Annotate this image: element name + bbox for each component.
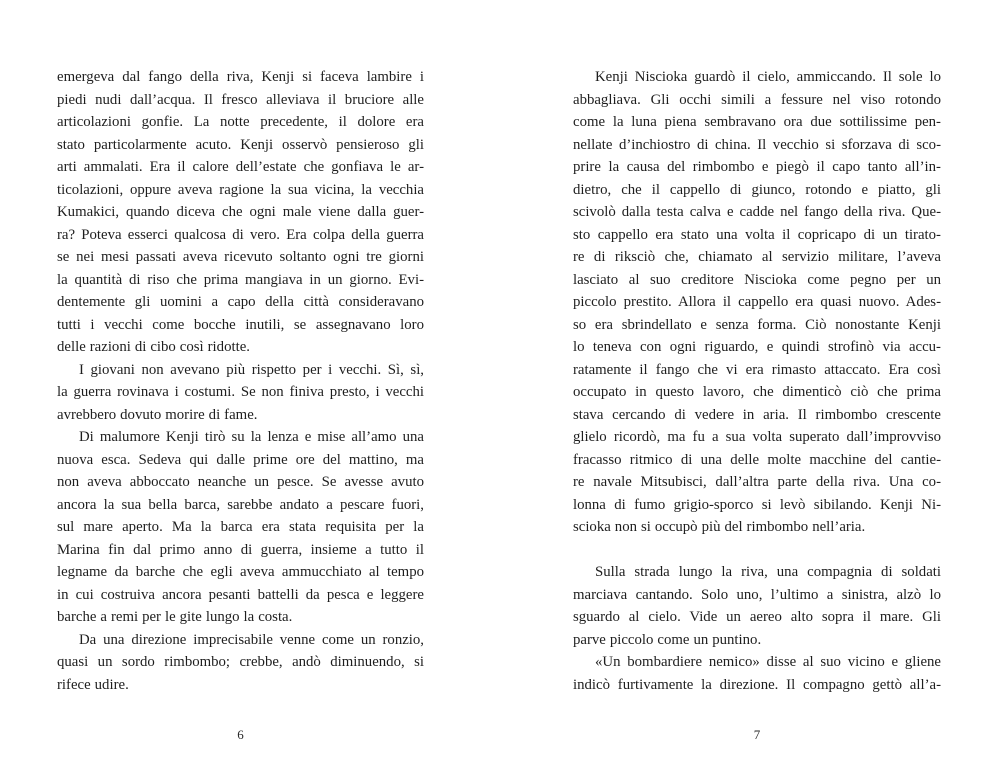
text-line: se nei mesi passati aveva ricevuto soltanto ogni tre giorni bbox=[57, 249, 424, 265]
text-line: ra? Poteva esserci qualcosa di vero. Era colpa della guerra bbox=[57, 226, 424, 243]
text-line: lo teneva con ogni riguardo, e quindi strofinò via accu- bbox=[573, 339, 941, 355]
text-line: occupato in questo lavoro, che dimenticò ciò che prima bbox=[573, 384, 941, 400]
text-line: Marina fin dal primo anno di guerra, insieme a tutto il bbox=[57, 541, 424, 558]
text-line: «Un bombardiere nemico» disse al suo vicino e gliene bbox=[595, 654, 941, 670]
text-line: piedi nudi dall’acqua. Il fresco alleviava il bruciore alle bbox=[57, 91, 424, 108]
text-line: lonna di fumo grigio-sporco si levò sibilando. Kenji Ni- bbox=[573, 496, 941, 513]
text-line: scivolò dalla testa calva e cadde nel fango della riva. Que- bbox=[573, 204, 941, 220]
text-line: Sulla strada lungo la riva, una compagnia di soldati bbox=[595, 564, 941, 580]
text-line: stato particolarmente acuto. Kenji osservò pensieroso gli bbox=[57, 136, 424, 153]
text-line: Da una direzione imprecisabile venne come un ronzio, bbox=[79, 631, 424, 648]
right-page-number: 7 bbox=[753, 727, 761, 742]
text-line: non aveva abboccato neanche un pesce. Se avesse avuto bbox=[57, 474, 424, 490]
text-line: so era sbrindellato e senza forma. Ciò nonostante Kenji bbox=[573, 316, 941, 333]
text-line: ancora la sua bella barca, sarebbe andato a pescare fuori, bbox=[57, 496, 424, 513]
text-line: la guerra rovinava i costumi. Se non finiva presto, i vecchi bbox=[57, 384, 424, 400]
text-line: ratamente il fango che vi era rimasto attaccato. Era così bbox=[573, 361, 941, 378]
text-line: delle razioni di cibo così ridotte. bbox=[57, 339, 250, 355]
text-line: rifece udire. bbox=[57, 676, 129, 693]
text-line: re navale Mitsubisci, dall’altra parte della riva. Una co- bbox=[573, 474, 941, 490]
text-line: re di riksciò che, chiamato al servizio militare, l’aveva bbox=[573, 249, 941, 265]
text-line: dentemente gli uomini a capo della città consideravano bbox=[57, 294, 424, 310]
text-line: marciava cantando. Solo uno, l’ultimo a sinistra, alzò lo bbox=[573, 586, 941, 603]
paragraph bbox=[57, 629, 424, 697]
text-line: sguardo al cielo. Vide un aereo alto sopra il mare. Gli bbox=[573, 609, 941, 625]
text-line: ticolazioni, oppure aveva ragione la sua vicina, la vecchia bbox=[57, 181, 424, 198]
text-line: sul mare aperto. Ma la barca era stata requisita per la bbox=[57, 519, 424, 535]
text-line: sto cappello era stato una volta il copricapo di un tirato- bbox=[573, 226, 941, 243]
text-line: tutti i vecchi come bocche inutili, se assegnavano loro bbox=[57, 316, 424, 333]
text-line: abbagliava. Gli occhi simili a fessure nel viso rotondo bbox=[573, 91, 941, 108]
paragraph bbox=[57, 66, 424, 359]
text-line: avrebbero dovuto morire di fame. bbox=[57, 406, 258, 423]
text-line: Di malumore Kenji tirò su la lenza e mise all’amo una bbox=[79, 429, 424, 445]
text-line: piccolo prestito. Allora il cappello era quasi nuovo. Ades- bbox=[573, 294, 941, 310]
text-line: emergeva dal fango della riva, Kenji si faceva lambire i bbox=[57, 69, 424, 85]
text-line: nellate d’inchiostro di china. Il vecchio si sforzava di sco- bbox=[573, 136, 941, 153]
text-line: in cui costruiva ancora pesanti battelli da pesca e leggere bbox=[57, 586, 424, 603]
text-line: articolazioni gonfie. La notte precedente, il dolore era bbox=[57, 114, 424, 130]
text-line: legname da barche che egli aveva ammucchiato al tempo bbox=[57, 564, 424, 580]
text-line: quasi un sordo rimbombo; crebbe, andò diminuendo, si bbox=[57, 654, 424, 670]
text-line: barche a remi per le gite lungo la costa. bbox=[57, 609, 293, 625]
text-line: indicò furtivamente la direzione. Il compagno gettò all’a- bbox=[573, 676, 941, 693]
paragraph bbox=[573, 651, 941, 696]
text-line: Kumakici, quando diceva che ogni male viene dalla guer- bbox=[57, 204, 424, 220]
paragraph bbox=[57, 359, 424, 427]
text-line: come la luna piena sembravano ora due sottilissime pen- bbox=[573, 114, 941, 130]
text-line: lasciato al suo creditore Niscioka come pegno per un bbox=[573, 271, 941, 288]
left-page-text-column bbox=[57, 66, 424, 696]
text-line: dietro, che il cappello di giunco, rotondo e piatto, gli bbox=[573, 181, 941, 198]
text-line: arti ammalati. Era il calore dell’estate che gonfiava le ar- bbox=[57, 159, 424, 175]
right-page-text-column bbox=[573, 66, 941, 696]
text-line: fracasso ritmico di una delle molte macchine del cantie- bbox=[573, 451, 941, 468]
left-page-number: 6 bbox=[237, 727, 244, 742]
text-line: glielo ricordò, ma fu a sua volta superato dall’improvviso bbox=[573, 429, 941, 445]
text-line: I giovani non avevano più rispetto per i vecchi. Sì, sì, bbox=[79, 361, 424, 378]
text-line: parve piccolo come un puntino. bbox=[573, 631, 762, 648]
paragraph bbox=[573, 561, 941, 651]
paragraph bbox=[573, 66, 941, 539]
text-line: prire la causa del rimbombo e piegò il capo tanto all’in- bbox=[573, 159, 941, 175]
text-line: scioka non si occupò più del rimbombo nell’aria. bbox=[573, 519, 866, 535]
paragraph bbox=[57, 426, 424, 629]
text-line: stava cercando di vedere in aria. Il rimbombo crescente bbox=[573, 406, 941, 423]
text-line: nuova esca. Sedeva qui dalle prime ore del mattino, ma bbox=[57, 451, 424, 468]
text-line: la quantità di riso che prima mangiava in un giorno. Evi- bbox=[57, 271, 424, 288]
text-line: Kenji Niscioka guardò il cielo, ammiccando. Il sole lo bbox=[595, 69, 941, 85]
